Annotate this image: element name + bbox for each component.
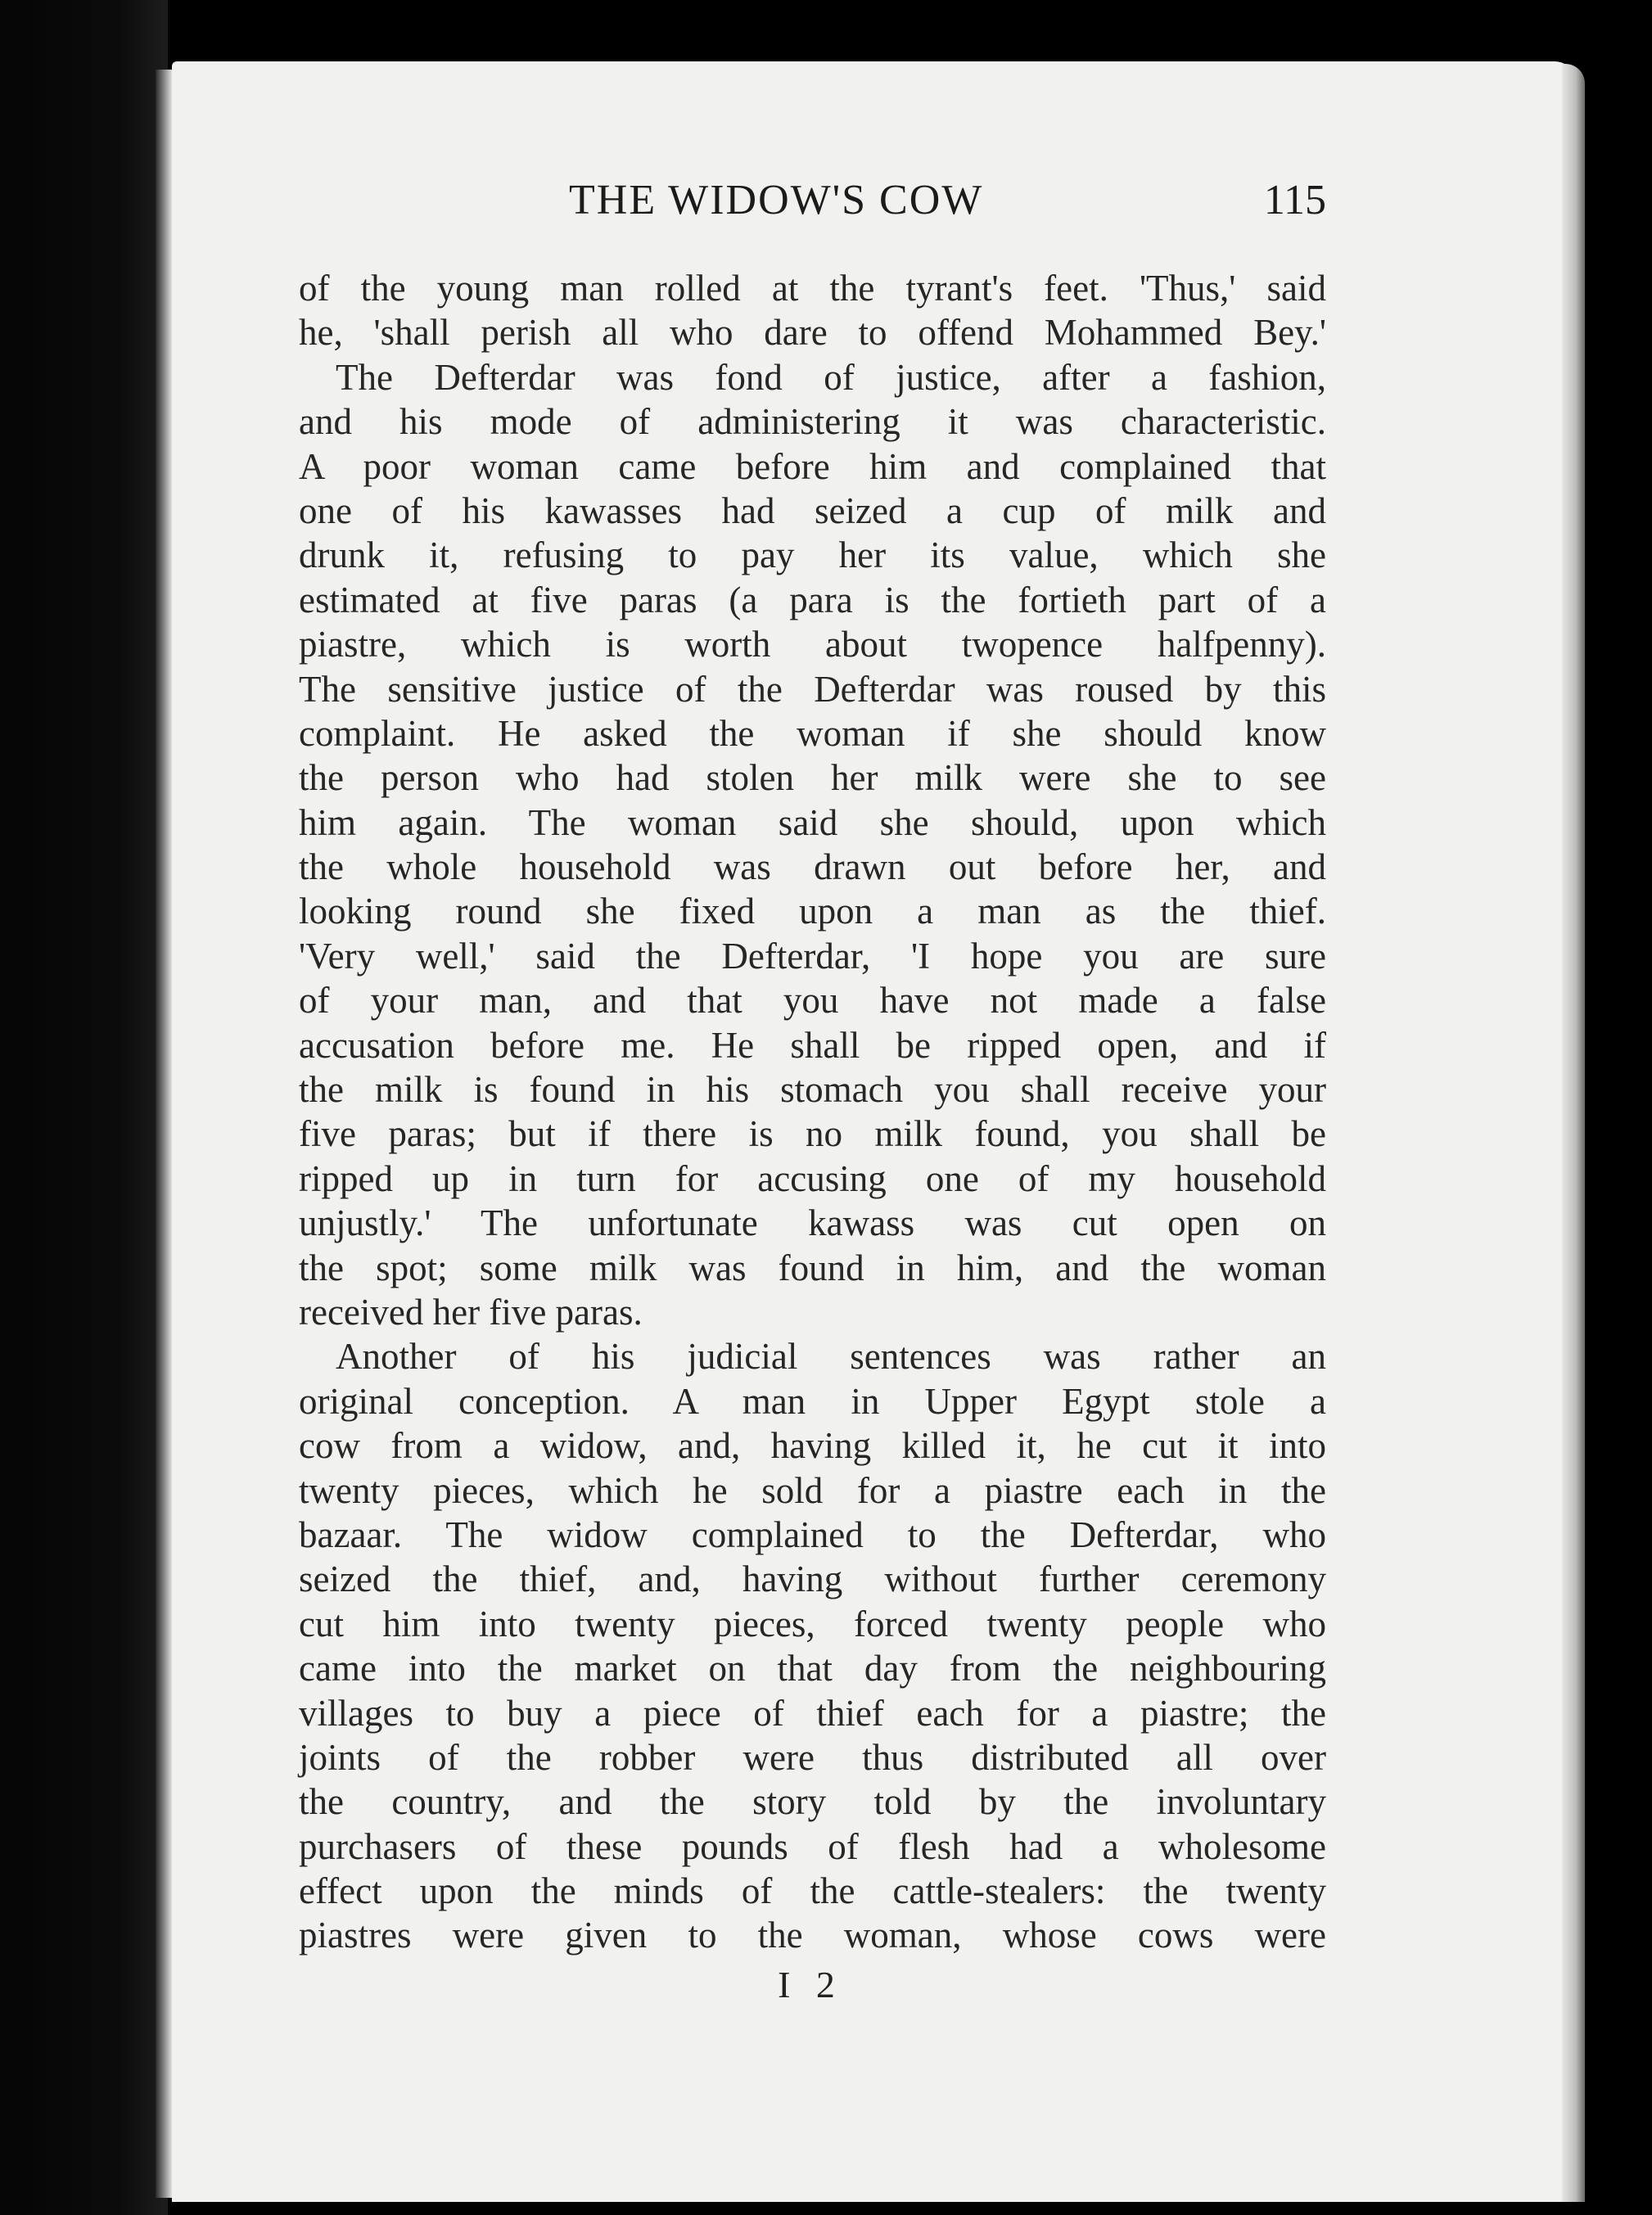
text-line: complaint. He asked the woman if she should know (299, 712, 1326, 754)
text-line: received her five paras. (299, 1291, 643, 1333)
text-line: looking round she fixed upon a man as the thief. (299, 891, 1326, 932)
text-line: effect upon the minds of the cattle-stealers: the twenty (299, 1870, 1326, 1912)
text-line: five paras; but if there is no milk found, you shall be (299, 1113, 1326, 1155)
text-line: The sensitive justice of the Defterdar was roused by this (299, 668, 1326, 710)
text-line: the person who had stolen her milk were she to see (299, 757, 1326, 799)
text-line: The Defterdar was fond of justice, after a fashion, (336, 356, 1326, 398)
text-line: the milk is found in his stomach you shall receive your (299, 1069, 1326, 1111)
page-edge (1562, 64, 1585, 2202)
text-line: drunk it, refusing to pay her its value, which she (299, 535, 1326, 576)
text-line: piastre, which is worth about twopence halfpenny). (299, 624, 1326, 665)
text-line: cow from a widow, and, having killed it, he cut it into (299, 1425, 1326, 1467)
text-line: villages to buy a piece of thief each for a piastre; the (299, 1692, 1326, 1734)
body-text (299, 266, 1326, 1958)
text-line: he, 'shall perish all who dare to offend Mohammed Bey.' (299, 312, 1326, 354)
text-line: and his mode of administering it was characteristic. (299, 401, 1326, 443)
text-line: piastres were given to the woman, whose cows were (299, 1915, 1326, 1956)
text-line: twenty pieces, which he sold for a piastre each in the (299, 1469, 1326, 1511)
text-line: one of his kawasses had seized a cup of milk and (299, 489, 1326, 531)
text-line: purchasers of these pounds of flesh had a wholesome (299, 1825, 1326, 1867)
text-line: the whole household was drawn out before her, and (299, 846, 1326, 888)
text-line: seized the thief, and, having without further ceremony (299, 1559, 1326, 1600)
book-spine (0, 0, 168, 2215)
page-number: 115 (1263, 177, 1326, 223)
text-line: 'Very well,' said the Defterdar, 'I hope you are sure (299, 935, 1326, 977)
text-line: estimated at five paras (a para is the fortieth part of a (299, 579, 1326, 620)
text-line: original conception. A man in Upper Egypt stole a (299, 1380, 1326, 1422)
page-header (295, 172, 1326, 229)
text-line: of your man, and that you have not made a false (299, 980, 1326, 1022)
signature-mark: I 2 (778, 1964, 843, 2005)
text-line: unjustly.' The unfortunate kawass was cut open on (299, 1202, 1326, 1244)
text-line: bazaar. The widow complained to the Defterdar, who (299, 1514, 1326, 1555)
text-line: A poor woman came before him and complained that (299, 445, 1326, 487)
text-line: of the young man rolled at the tyrant's feet. 'Thus,' said (299, 268, 1326, 309)
text-line: cut him into twenty pieces, forced twenty people who (299, 1603, 1326, 1644)
text-line: ripped up in turn for accusing one of my household (299, 1157, 1326, 1199)
text-line: joints of the robber were thus distributed all over (299, 1736, 1326, 1778)
text-line: him again. The woman said she should, upon which (299, 801, 1326, 843)
text-line: came into the market on that day from the neighbouring (299, 1648, 1326, 1689)
text-line: the country, and the story told by the involuntary (299, 1781, 1326, 1823)
text-line: accusation before me. He shall be ripped open, and if (299, 1024, 1326, 1066)
text-line: Another of his judicial sentences was rather an (336, 1336, 1326, 1378)
running-head: THE WIDOW'S COW (569, 177, 984, 223)
text-line: the spot; some milk was found in him, and the woman (299, 1247, 1326, 1288)
